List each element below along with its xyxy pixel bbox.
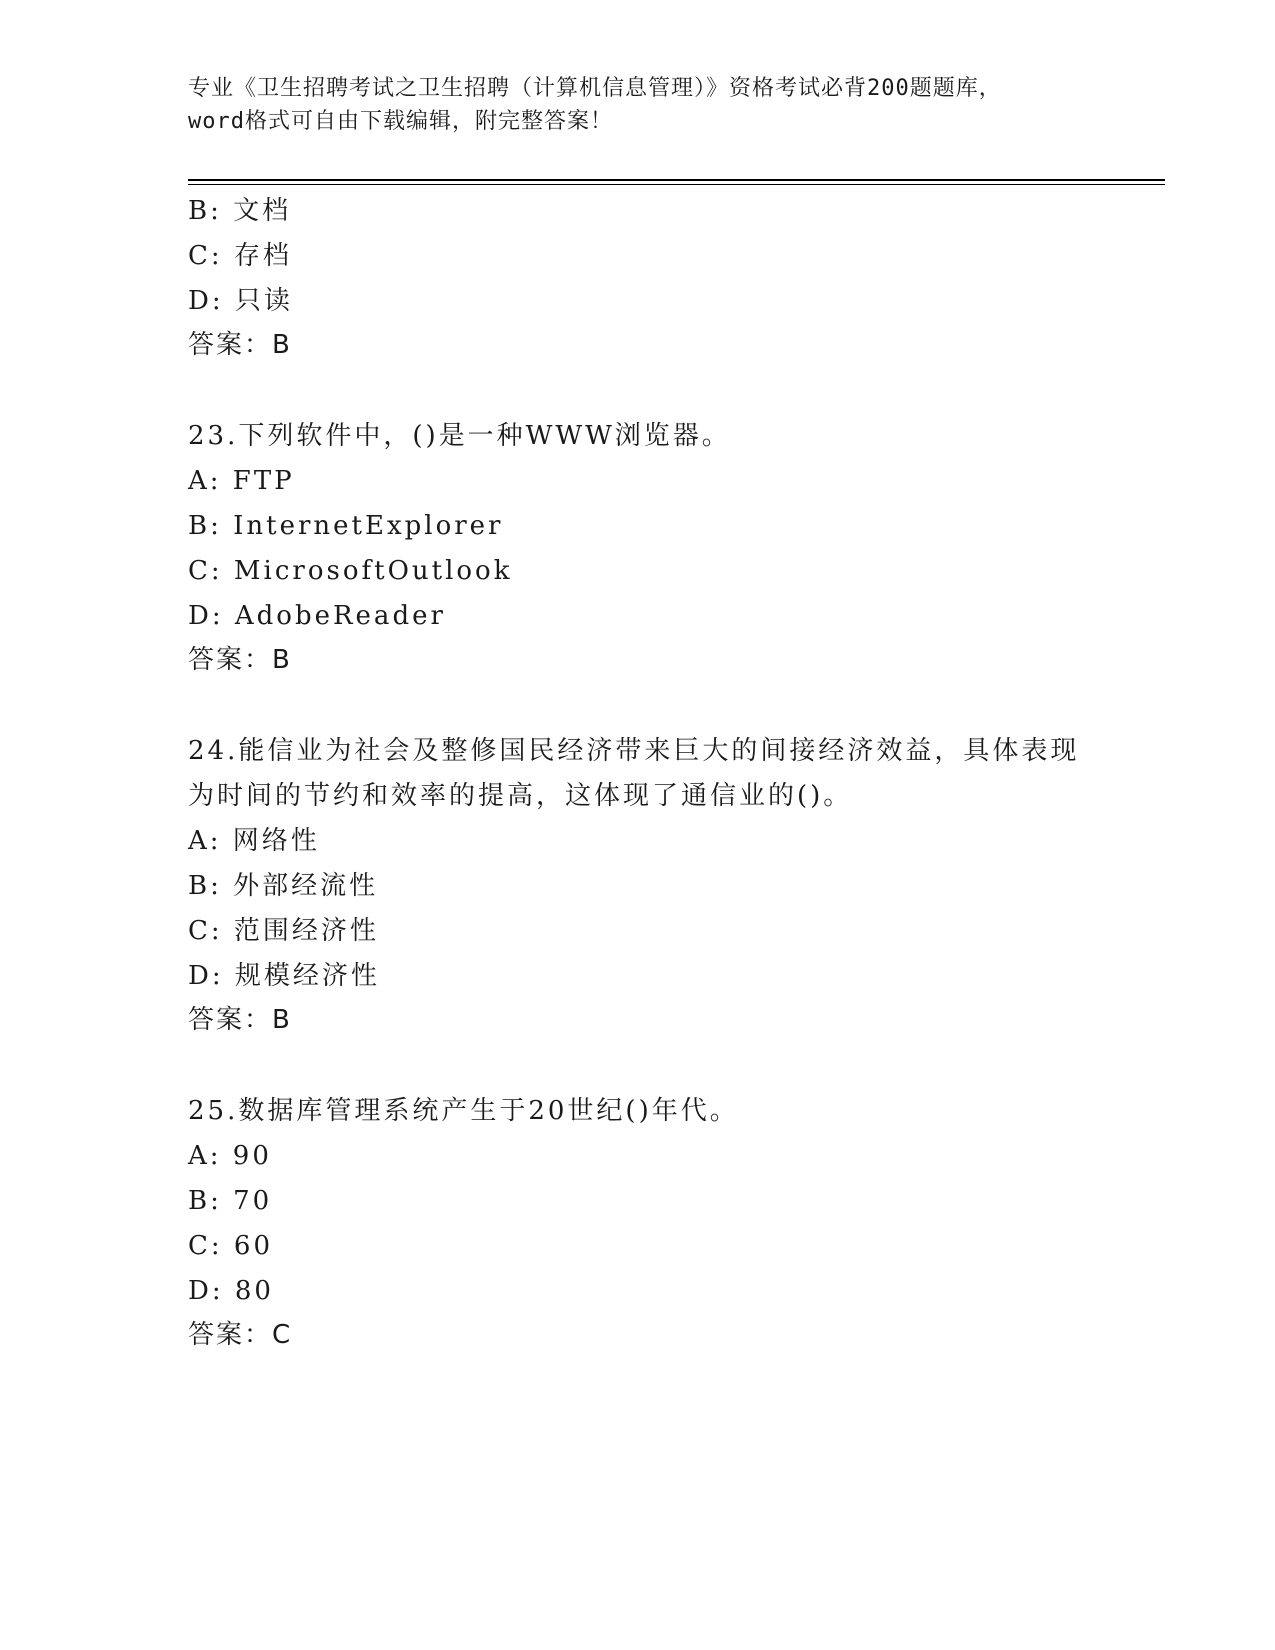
q22-option-d: D: 只读 bbox=[188, 286, 293, 316]
q23-answer: 答案：B bbox=[188, 645, 292, 675]
q25-option-b: B: 70 bbox=[188, 1186, 273, 1216]
q25-option-a: A: 90 bbox=[188, 1141, 272, 1171]
header-line-2: word格式可自由下载编辑，附完整答案！ bbox=[188, 109, 613, 134]
q23-option-c: C: MicrosoftOutlook bbox=[188, 556, 513, 586]
q24-option-c: C: 范围经济性 bbox=[188, 916, 379, 946]
q25-answer: 答案：C bbox=[188, 1320, 293, 1350]
header-line-1: 专业《卫生招聘考试之卫生招聘（计算机信息管理）》资格考试必背200题题库， bbox=[188, 76, 1002, 101]
q22-option-b: B: 文档 bbox=[188, 196, 292, 226]
q23-option-a: A: FTP bbox=[188, 466, 295, 496]
q22-option-c: C: 存档 bbox=[188, 241, 292, 271]
q23-option-d: D: AdobeReader bbox=[188, 601, 446, 631]
q23-stem: 23.下列软件中，()是一种WWW浏览器。 bbox=[188, 421, 731, 451]
document-header bbox=[188, 72, 1088, 138]
q25-option-c: C: 60 bbox=[188, 1231, 274, 1261]
q25-option-d: D: 80 bbox=[188, 1276, 274, 1306]
header-rule-thick bbox=[188, 179, 1165, 181]
q24-option-a: A: 网络性 bbox=[188, 826, 320, 856]
header-rule-thin bbox=[188, 184, 1165, 185]
q24-stem-line-1: 24.能信业为社会及整修国民经济带来巨大的间接经济效益，具体表现 bbox=[188, 736, 1080, 766]
q23-option-b: B: InternetExplorer bbox=[188, 511, 504, 541]
q22-answer: 答案：B bbox=[188, 330, 292, 360]
q24-stem-line-2: 为时间的节约和效率的提高，这体现了通信业的()。 bbox=[188, 781, 853, 811]
q24-option-b: B: 外部经流性 bbox=[188, 871, 379, 901]
q25-stem: 25.数据库管理系统产生于20世纪()年代。 bbox=[188, 1096, 739, 1126]
q24-option-d: D: 规模经济性 bbox=[188, 961, 380, 991]
q24-answer: 答案：B bbox=[188, 1005, 292, 1035]
